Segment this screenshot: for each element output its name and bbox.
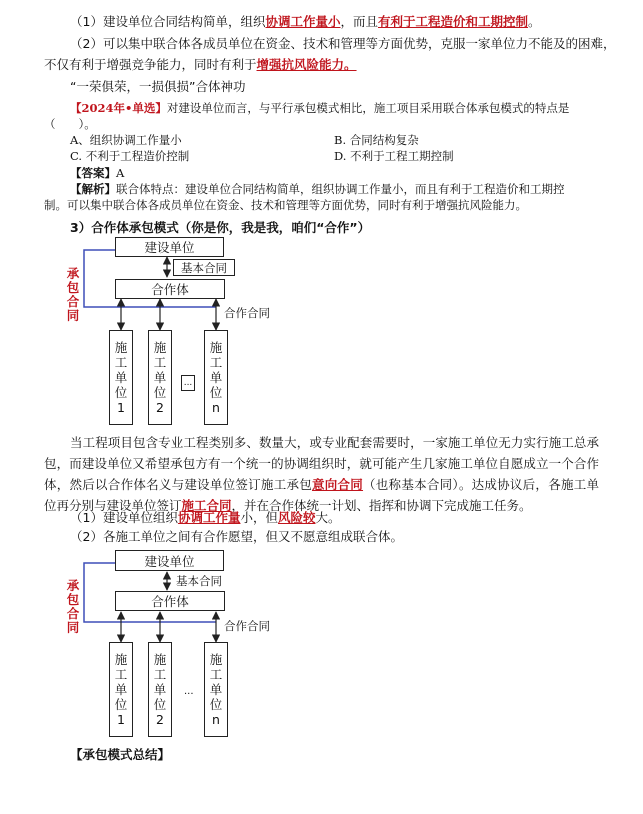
coop-box: 合作体 [115,591,225,611]
summary-heading: 【承包模式总结】 [70,747,171,762]
side-label [66,579,80,635]
question-paren: （ ）。 [44,117,96,131]
body-text: ，并在合作体统一计划、指挥和协调下完成施工任务。 [231,498,532,513]
intro-text: （1）建设单位合同结构简单，组织 [70,14,266,29]
body-text: 大。 [315,510,341,525]
ellipsis-text: ... [184,686,194,697]
highlight-text: 意向合同 [311,477,364,492]
coop-contract-label: 合作合同 [224,619,270,633]
side-char: 同 [66,620,80,635]
answer-label: 【答案】 [70,166,116,180]
option-b: B. 合同结构复杂 [334,133,419,147]
unit-box-2: 施 工 单 位 2 [148,330,172,425]
side-char: 承 [66,266,80,281]
coop-contract-label: 合作合同 [224,306,270,320]
intro-text: ，而且 [340,14,378,29]
option-d: D. 不利于工程工期控制 [334,149,454,163]
highlight-text: 风险较 [278,510,316,525]
side-char: 承 [66,578,80,593]
side-char: 合 [66,294,80,309]
side-char: 包 [66,280,80,295]
option-a: A、组织协调工作量小 [70,133,182,147]
side-char: 合 [66,606,80,621]
intro-line-4: “一荣俱荣，一损俱损”合体神功 [70,79,246,94]
highlight-text: 增强抗风险能力。 [256,57,357,72]
body-text: （也称基本合同）。达成协议后，各施工单位再分别与建设单位签订 [44,477,599,513]
highlight-text: 施工合同 [181,498,232,513]
body-text: （1）建设单位组织 [70,510,178,525]
unit-box-1: 施 工 单 位 1 [109,330,133,425]
unit-box-1: 施 工 单 位 1 [109,642,133,737]
unit-box-n: 施 工 单 位 n [204,330,228,425]
unit-box-2: 施 工 单 位 2 [148,642,172,737]
ellipsis-box: ... [181,375,195,391]
owner-box: 建设单位 [115,550,224,571]
side-char: 包 [66,592,80,607]
highlight-text: 有利于工程造价和工期控制 [378,14,529,29]
analysis-label: 【解析】 [70,182,116,196]
question-text: 对建设单位而言，与平行承包模式相比，施工项目采用联合体承包模式的特点是 [166,101,570,115]
highlight-text: 协调工作量 [177,510,241,525]
side-char: 同 [66,308,80,323]
body-item-2: （2）各施工单位之间有合作愿望，但又不愿意组成联合体。 [70,529,403,544]
owner-box: 建设单位 [115,237,224,257]
analysis-text: 联合体特点：建设单位合同结构简单，组织协调工作量小，而且有利于工程造价和工期控 [116,182,565,196]
body-text: 小，但 [240,510,278,525]
intro-text: 不仅有利于增强竞争能力，同时有利于 [44,57,257,72]
question-tag: 【2024年•单选】 [70,101,167,115]
answer-value: A [116,166,125,180]
highlight-text: 协调工作量小 [265,14,341,29]
section-heading: 3）合作体承包模式（你是你，我是我，咱们“合作”） [70,220,371,235]
basic-contract-label: 基本合同 [176,574,222,588]
unit-box-n: 施 工 单 位 n [204,642,228,737]
analysis-line-2: 制。可以集中联合体各成员单位在资金、技术和管理等方面优势，同时有利于增强抗风险能力。 [44,198,527,212]
basic-contract-box: 基本合同 [173,259,235,276]
body-text: 当工程项目包含专业工程类别多、数量大，或专业配套需要时，一家施工单位无力实行施工总承包，而建设单位又希望承包方有一个统一的协调组织时，就可能产生几家施工单位自愿成立一个合作体，然后以合作体名义与建设单位签订施工承包 [44,435,599,492]
coop-box: 合作体 [115,279,225,299]
intro-line-2: （2）可以集中联合体各成员单位在资金、技术和管理等方面优势，克服一家单位力不能及的困难， [70,36,616,51]
intro-text: 。 [528,14,541,29]
option-c: C. 不利于工程造价控制 [70,149,190,163]
